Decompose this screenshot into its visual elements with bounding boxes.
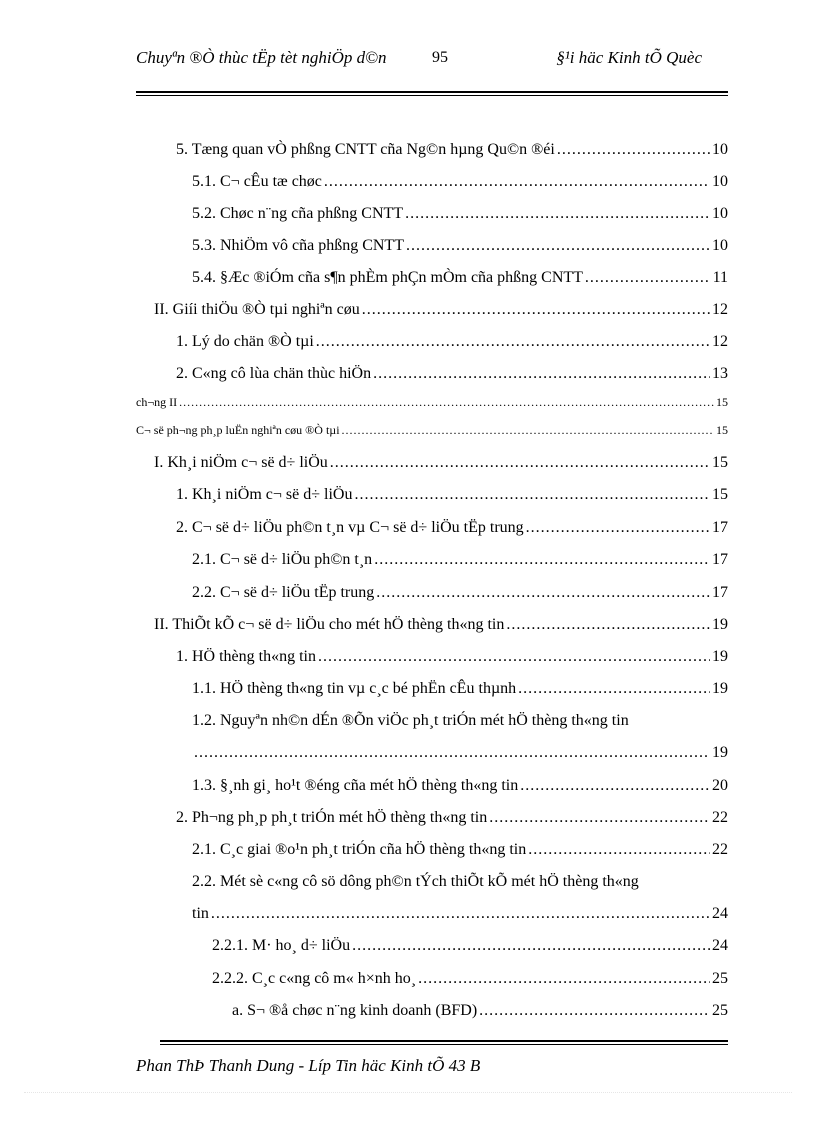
toc-entry-text: ch¬ng II — [136, 395, 178, 409]
header-left-title: Chuyªn ®Ò thùc tËp tèt nghiÖp d©n — [136, 48, 387, 67]
toc-entry-page: 10 — [712, 205, 728, 222]
toc-entry-page: 22 — [712, 809, 728, 826]
toc-leader-dots — [211, 904, 710, 924]
toc-entry-text: 5.1. C¬ cÊu tæ chøc — [192, 173, 322, 190]
toc-entry — [136, 828, 728, 860]
toc-leader-dots — [406, 236, 710, 256]
toc-leader-dots — [330, 453, 710, 473]
toc-entry-text: 2.1. C¬ së d÷ liÖu ph©n t¸n — [192, 551, 373, 568]
page-footer: Phan ThÞ Thanh Dung - Líp Tin häc Kinh tÕ 43 B — [136, 1056, 481, 1075]
toc-entry — [136, 667, 728, 699]
toc-leader-dots — [352, 936, 710, 956]
toc-entry — [136, 192, 728, 224]
toc-entry-text: 1.3. §¸nh gi¸ ho¹t ®éng cña mét hÖ thèng th«ng tin — [192, 777, 519, 794]
toc-leader-dots — [418, 969, 710, 989]
toc-entry-chapter — [136, 384, 728, 412]
toc-entry — [136, 924, 728, 956]
toc-entry — [136, 352, 728, 384]
toc-entry — [136, 571, 728, 603]
toc-entry — [136, 128, 728, 160]
toc-leader-dots — [316, 332, 710, 352]
toc-leader-dots — [342, 420, 714, 440]
toc-entry-page: 13 — [712, 365, 728, 382]
toc-entry — [136, 635, 728, 667]
page-number: 95 — [432, 49, 448, 66]
toc-entry — [136, 538, 728, 570]
toc-entry-text: 5.4. §Æc ®iÓm cña s¶n phÈm phÇn mÒm cña phßng CNTT — [192, 269, 583, 286]
toc-entry — [136, 506, 728, 538]
toc-entry-page: 17 — [712, 519, 728, 536]
toc-entry-text: 1.1. HÖ thèng th«ng tin vµ c¸c bé phËn cÊu thµnh — [192, 680, 517, 697]
header-rule-thick — [136, 91, 728, 93]
toc-leader-dots — [506, 615, 710, 635]
toc-entry-text: 1. HÖ thèng th«ng tin — [176, 648, 316, 665]
toc-entry-page: 25 — [712, 970, 728, 987]
toc-entry-text: 2.2.1. M· ho¸ d÷ liÖu — [212, 937, 351, 954]
toc-entry-page: 15 — [712, 454, 728, 471]
toc-leader-dots — [376, 583, 710, 603]
toc-leader-dots — [374, 550, 710, 570]
toc-entry-page: 12 — [712, 333, 728, 350]
toc-entry-page: 11 — [712, 269, 728, 286]
toc-leader-dots — [373, 364, 710, 384]
toc-leader-dots — [479, 1001, 710, 1021]
toc-leader-dots — [318, 647, 710, 667]
toc-entry — [136, 224, 728, 256]
toc-entry-text: 2. C«ng cô lùa chän thùc hiÖn — [176, 365, 372, 382]
toc-entry — [136, 989, 728, 1021]
toc-entry-text: I. Kh¸i niÖm c¬ së d÷ liÖu — [154, 454, 328, 471]
toc-entry-page: 25 — [712, 1002, 728, 1019]
toc-entry-chapter-title — [136, 412, 728, 440]
toc-entry-text: 2.2. C¬ së d÷ liÖu tËp trung — [192, 584, 375, 601]
toc-entry-text: 1. Kh¸i niÖm c¬ së d÷ liÖu — [176, 486, 353, 503]
toc-leader-dots — [179, 392, 714, 412]
toc-leader-dots — [362, 300, 710, 320]
toc-entry-page: 19 — [712, 616, 728, 633]
toc-entry-text: 5.2. Chøc n¨ng cña phßng CNTT — [192, 205, 404, 222]
header-rule-thin — [136, 95, 728, 96]
toc-entry — [136, 288, 728, 320]
toc-entry-page: 10 — [712, 141, 728, 158]
toc-entry-text: II. Giíi thiÖu ®Ò tµi nghiªn cøu — [154, 301, 360, 318]
toc-entry-page: 15 — [716, 395, 728, 409]
toc-entry-wrapped — [136, 860, 728, 892]
toc-leader-dots — [557, 140, 710, 160]
toc-entry — [136, 796, 728, 828]
footer-rule-thick — [160, 1040, 728, 1042]
toc-entry-page: 17 — [712, 584, 728, 601]
toc-entry-page: 19 — [712, 680, 728, 697]
toc-entry-text: 2. C¬ së d÷ liÖu ph©n t¸n vµ C¬ së d÷ liÖu tËp trung — [176, 519, 524, 536]
toc-entry-text: 1.2. Nguyªn nh©n dÉn ®Õn viÖc ph¸t triÓn mét hÖ thèng th«ng tin — [192, 712, 629, 729]
toc-entry-text: 1. Lý do chän ®Ò tµi — [176, 333, 314, 350]
toc-entry-text: 5.3. NhiÖm vô cña phßng CNTT — [192, 237, 404, 254]
toc-entry-text: a. S¬ ®å chøc n¨ng kinh doanh (BFD) — [232, 1002, 478, 1019]
toc-entry-page: 19 — [712, 744, 728, 761]
toc-leader-dots — [518, 679, 710, 699]
toc-entry-page: 17 — [712, 551, 728, 568]
toc-entry-text: II. ThiÕt kÕ c¬ së d÷ liÖu cho mét hÖ thèng th«ng tin — [154, 616, 505, 633]
toc-entry-text: 2. Ph¬ng ph¸p ph¸t triÓn mét hÖ thèng th«ng tin — [176, 809, 488, 826]
toc-leader-dots — [585, 268, 711, 288]
toc-entry-text: C¬ së ph¬ng ph¸p luËn nghiªn cøu ®Ò tµi — [136, 423, 340, 437]
toc-entry-page: 24 — [712, 937, 728, 954]
toc-entry-continuation — [136, 731, 728, 763]
toc-entry-page: 19 — [712, 648, 728, 665]
toc-entry-continuation — [136, 892, 728, 924]
toc-leader-dots — [405, 204, 710, 224]
toc-entry-text: 2.1. C¸c giai ®o¹n ph¸t triÓn cña hÖ thèng th«ng tin — [192, 841, 527, 858]
toc-entry — [136, 603, 728, 635]
toc-entry-text: 5. Tæng quan vÒ phßng CNTT cña Ng©n hµng Qu©n ®éi — [176, 141, 555, 158]
toc-entry-page: 20 — [712, 777, 728, 794]
toc-leader-dots — [520, 776, 710, 796]
toc-entry — [136, 957, 728, 989]
toc-entry-page: 24 — [712, 905, 728, 922]
toc-entry-text: tin — [192, 905, 209, 922]
toc-entry-text: 2.2. Mét sè c«ng cô sö dông ph©n tÝch thiÕt kÕ mét hÖ thèng th«ng — [192, 873, 639, 890]
page-header — [136, 48, 728, 88]
footer-rule-thin — [160, 1044, 728, 1045]
toc-leader-dots — [354, 485, 710, 505]
toc-entry — [136, 256, 728, 288]
toc-entry-page: 22 — [712, 841, 728, 858]
toc-leader-dots — [526, 518, 710, 538]
toc-entry-page: 15 — [712, 486, 728, 503]
toc-entry-wrapped — [136, 699, 728, 731]
page-bottom-edge — [24, 1092, 792, 1093]
toc-leader-dots — [489, 808, 710, 828]
toc-entry-text: 2.2.2. C¸c c«ng cô m« h×nh ho¸ — [212, 970, 417, 987]
toc-entry — [136, 473, 728, 505]
toc-entry-page: 10 — [712, 237, 728, 254]
toc-entry-page: 10 — [712, 173, 728, 190]
header-right-title: §¹i häc Kinh tÕ Quèc — [556, 48, 702, 67]
toc-entry — [136, 764, 728, 796]
toc-leader-dots — [528, 840, 710, 860]
toc-entry — [136, 441, 728, 473]
toc-entry-page: 15 — [716, 423, 728, 437]
toc-entry-page: 12 — [712, 301, 728, 318]
toc-leader-dots — [324, 172, 710, 192]
toc-entry — [136, 320, 728, 352]
toc-entry — [136, 160, 728, 192]
toc-leader-dots — [194, 743, 710, 763]
